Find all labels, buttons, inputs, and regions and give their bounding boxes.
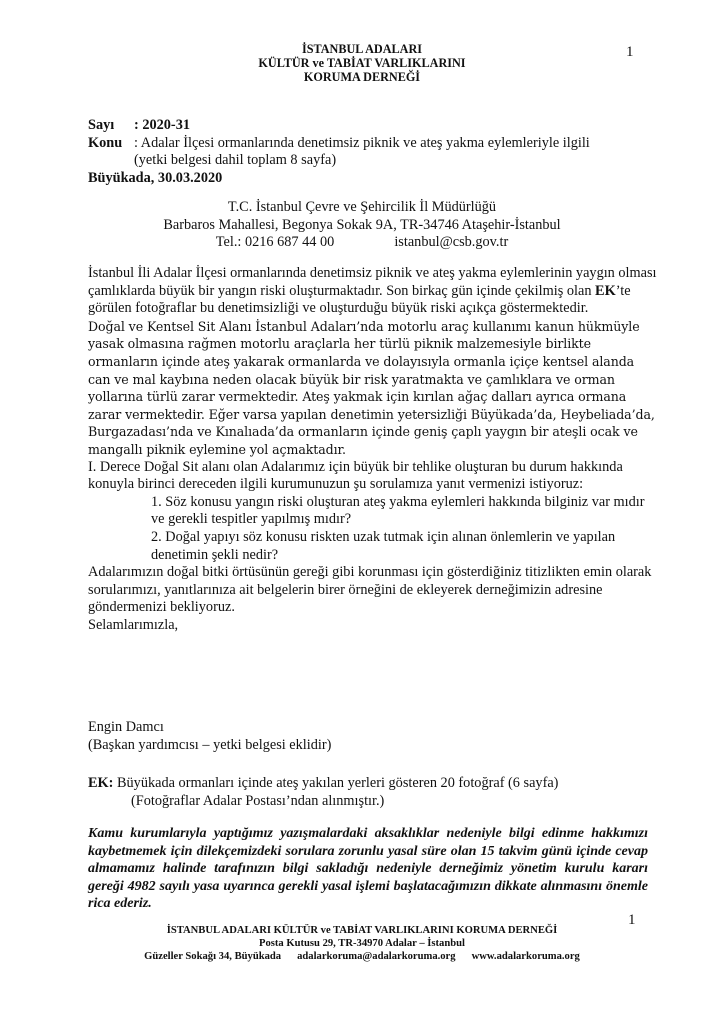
recipient-block xyxy=(0,199,724,252)
footer-po-box: Posta Kutusu 29, TR-34970 Adalar – İstanbul xyxy=(259,937,465,949)
reference-number-row xyxy=(88,117,668,135)
paragraph-2: Doğal ve Kentsel Sit Alanı İstanbul Adaları’nda motorlu araç kullanımı kanun hükmüyle yasak olmasına rağmen motorlu araçlarla her türlü piknik malzemesiyle birlikte ormanların içinde ateş yakarak ormanlarda ve dolayısıyla ormanla içiçe kentsel alanda can ve mal kaybına neden olacak büyük bir risk yaratmakta ve çamlıklara ve orman yollarına türlü zarar vermektedir. Ateş yakmak için kırılan ağaç dalları ayrıca ormana zarar vermektedir. Eğer varsa yapılan denetimin yetersizliği Büyükada’da, Heybeliada’da, Burgazadası’nda ve Kınalıada’da ormanların içinde geniş çaplı yaygın bir ateşli ocak ve mangallı piknik eylemine yol açmaktadır. xyxy=(88,318,655,457)
question-1: 1. Söz konusu yangın riski oluşturan ateş yakma eylemleri hakkında bilginiz var mıdır ve gerekli tespitler yapılmış mıdır? xyxy=(151,493,645,528)
letterhead-line-2: KÜLTÜR ve TABİAT VARLIKLARINI xyxy=(258,56,466,70)
paragraph-4: Adalarımızın doğal bitki örtüsünün gereği gibi korunması için gösterdiğiniz titizlikten emin olarak sorularımızı, yanıtlarınıza ait belgelerin birer örneğini de ekleyerek derneğimizin adresine göndermenizi bekliyoruz. xyxy=(88,564,652,616)
footer-contact xyxy=(0,951,724,964)
attachment-block xyxy=(88,775,668,810)
recipient-address: Barbaros Mahallesi, Begonya Sokak 9A, TR-34746 Ataşehir-İstanbul xyxy=(163,216,561,233)
closing: Selamlarımızla, xyxy=(88,616,179,633)
attachment-label: EK: xyxy=(88,775,114,791)
attachment-text: Büyükada ormanları içinde ateş yakılan yerleri gösteren 20 fotoğraf (6 sayfa) xyxy=(113,775,559,791)
footer-org: İSTANBUL ADALARI KÜLTÜR ve TABİAT VARLIKLARINI KORUMA DERNEĞİ xyxy=(166,925,558,936)
konu-label: Konu xyxy=(88,134,123,151)
recipient-phone: Tel.: 0216 687 44 00 xyxy=(215,234,335,250)
footer-website[interactable]: www.adalarkoruma.org xyxy=(471,950,580,962)
paragraph-3: I. Derece Doğal Sit alanı olan Adalarımız için büyük bir tehlike oluşturan bu durum hakkında konuyla birinci dereceden ilgili kurumunuzun şu sorulamıza yanıt vermenizi istiyoruz: xyxy=(88,458,623,493)
recipient-name: T.C. İstanbul Çevre ve Şehircilik İl Müdürlüğü xyxy=(227,199,497,215)
footer xyxy=(0,925,724,963)
letter-body xyxy=(88,265,658,634)
letterhead-line-1: İSTANBUL ADALARI xyxy=(302,42,422,56)
letter-meta xyxy=(88,117,668,187)
konu-note: (yetki belgesi dahil toplam 8 sayfa) xyxy=(134,152,337,168)
konu-value: : Adalar İlçesi ormanlarında denetimsiz piknik ve ateş yakma eylemleriyle ilgili xyxy=(134,134,590,151)
letterhead xyxy=(0,42,724,84)
place-date: Büyükada, 30.03.2020 xyxy=(88,169,223,186)
attachment-note: (Fotoğraflar Adalar Postası’ndan alınmıştır.) xyxy=(131,792,385,809)
page-number-bottom: 1 xyxy=(628,912,636,928)
legal-warning: Kamu kurumlarıyla yaptığımız yazışmalardaki aksaklıklar nedeniyle bilgi edinme hakkımızı kaybetmemek için dilekçemizdeki sorulara zorunlu yasal süre olan 15 takvim günü içinde cevap almamamız halinde tarafınızın bilgi sakladığı nedeniyle derneğimiz yönetim kurulu kararı gereği 4982 sayılı yasa uyarınca gerekli yasal işlemi başlatacağımızın dikkate alınmasını önemle rica ederiz. xyxy=(88,826,648,912)
recipient-email: istanbul@csb.gov.tr xyxy=(394,234,509,250)
attachment-line xyxy=(88,775,668,793)
question-2: 2. Doğal yapıyı söz konusu riskten uzak tutmak için alınan önlemlerin ve yapılan denetimin şekli nedir? xyxy=(151,528,616,563)
paragraph-1: İstanbul İli Adalar İlçesi ormanlarında denetimsiz piknik ve ateş yakma eylemlerinin yaygın olması çamlıklarda büyük bir yangın riski oluşturmaktadır. Son birkaç gün içinde çekilmiş olan EK’te görülen fotoğraflar bu denetimsizliği ve oluşturduğu büyük riski açıkça göstermektedir. xyxy=(88,265,657,317)
sayi-label: Sayı xyxy=(88,117,115,133)
signer-title: (Başkan yardımcısı – yetki belgesi eklidir) xyxy=(88,736,332,753)
ek-reference: EK xyxy=(595,282,616,299)
footer-email[interactable]: adalarkoruma@adalarkoruma.org xyxy=(297,950,456,962)
recipient-contact xyxy=(0,234,724,252)
subject-row xyxy=(88,135,668,153)
signature-block xyxy=(88,719,331,754)
sayi-value: : 2020-31 xyxy=(134,117,190,133)
signer-name: Engin Damcı xyxy=(88,719,164,735)
letterhead-line-3: KORUMA DERNEĞİ xyxy=(303,70,421,84)
footer-street: Güzeller Sokağı 34, Büyükada xyxy=(144,950,282,962)
page-number-top: 1 xyxy=(626,44,634,60)
